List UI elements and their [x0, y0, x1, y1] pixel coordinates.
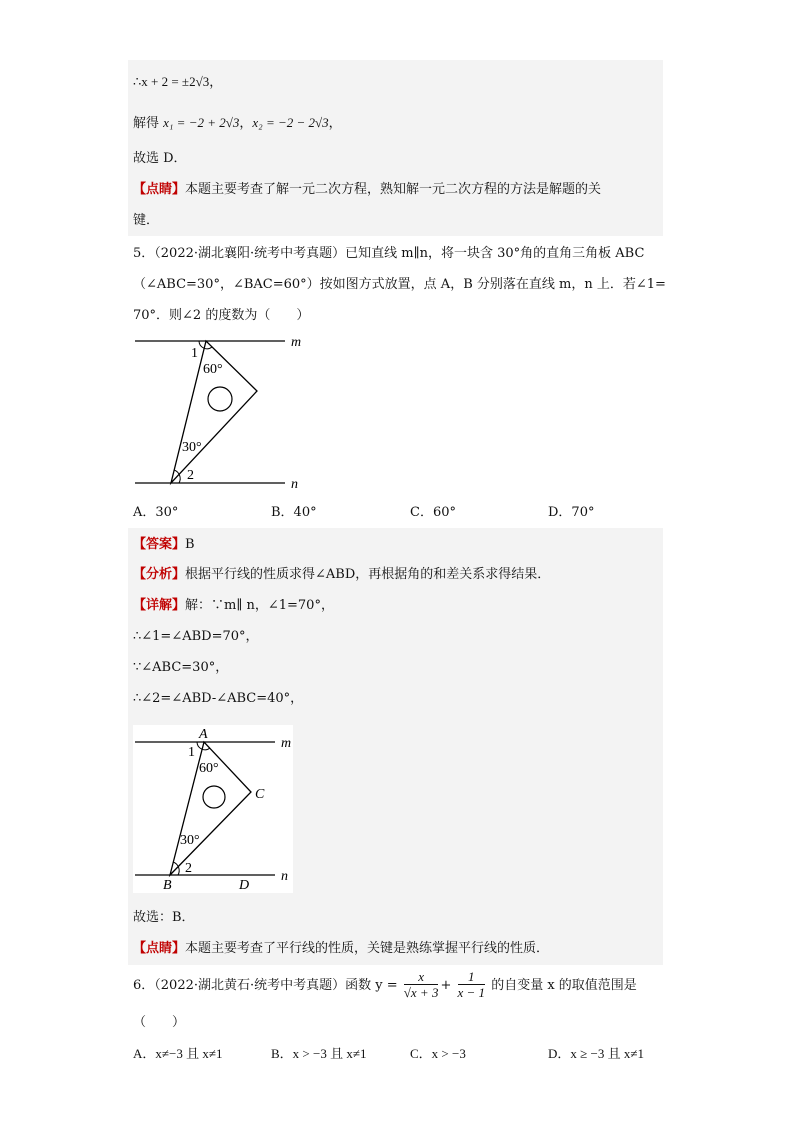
- q5-line-1: 5．（2022·湖北襄阳·统考中考真题）已知直线 m∥n，将一块含 30°角的直角三角板 ABC: [133, 246, 645, 261]
- fig-label-angle2: 2: [187, 468, 194, 483]
- q6-choice-b[interactable]: B．x > −3 且 x≠1: [271, 1046, 367, 1061]
- q6-choice-d[interactable]: D．x ≥ −3 且 x≠1: [548, 1046, 644, 1061]
- comment-line-1: [133, 181, 601, 199]
- q5-figure: [133, 330, 313, 495]
- solution-line-1: ∴x + 2 = ±2√3，: [133, 74, 223, 89]
- detail-tag: 【详解】: [133, 598, 186, 613]
- analysis-text: 根据平行线的性质求得∠ABD，再根据角的和差关系求得结果．: [185, 567, 551, 582]
- q5-solution-figure: [133, 725, 293, 893]
- fig-label-c: C: [255, 787, 265, 802]
- fig-label-b: B: [163, 878, 172, 893]
- root-x1: x₁ = −2 + 2√3: [163, 115, 240, 130]
- q6-suffix: 的自变量 x 的取值范围是: [491, 978, 637, 993]
- detail-text-1: 解：∵m∥ n，∠1=70°，: [185, 598, 334, 613]
- root-x2: x₂ = −2 − 2√3: [252, 115, 329, 130]
- fig-label-angle2: 2: [185, 861, 192, 876]
- fig-label-n: n: [291, 477, 298, 492]
- fig-label-m: m: [291, 335, 302, 350]
- q6-frac2-num: 1: [458, 970, 486, 985]
- triangle-hole: [208, 387, 232, 411]
- q5-line-2: （∠ABC=30°，∠BAC=60°）按如图方式放置，点 A，B 分别落在直线 m，n 上．若∠1=: [133, 277, 666, 292]
- q5-analysis: [133, 566, 550, 584]
- q6-plus: +: [440, 978, 452, 993]
- analysis-tag: 【分析】: [133, 567, 186, 582]
- comment-text: 本题主要考查了解一元二次方程，熟知解一元二次方程的方法是解题的关: [185, 182, 602, 197]
- root-end: ，: [328, 116, 342, 131]
- q6-frac1-den: √x + 3: [403, 985, 439, 1000]
- answer-tag: 【答案】: [133, 537, 186, 552]
- comment-tag: 【点睛】: [133, 941, 186, 956]
- q5-line-3: 70°．则∠2 的度数为（ ）: [133, 308, 310, 323]
- root-sep: ，: [239, 116, 253, 131]
- q6-line-1: [133, 968, 637, 1004]
- q6-fraction-2: [458, 970, 486, 1001]
- q5-detail-3: ∵∠ABC=30°，: [133, 660, 229, 675]
- q5-choice-d[interactable]: D．70°: [548, 505, 595, 520]
- fig-label-angle1: 1: [188, 745, 195, 760]
- fig-label-60: 60°: [199, 761, 219, 776]
- fig-label-30: 30°: [182, 440, 202, 455]
- q6-frac1-num: x: [404, 970, 439, 985]
- q5-detail-1: [133, 597, 334, 615]
- q6-choice-c[interactable]: C．x > −3: [410, 1046, 466, 1061]
- q6-prefix: 6．（2022·湖北黄石·统考中考真题）函数 y =: [133, 978, 398, 993]
- q6-fraction-1: [404, 970, 439, 1001]
- q6-frac2-den: x − 1: [457, 985, 486, 1000]
- q5-select: 故选：B．: [133, 910, 195, 925]
- comment-text: 本题主要考查了平行线的性质，关键是熟练掌握平行线的性质．: [185, 941, 550, 956]
- fig-label-m: m: [281, 736, 292, 751]
- q5-detail-4: ∴∠2=∠ABD-∠ABC=40°，: [133, 691, 304, 706]
- q6-choice-a[interactable]: A．x≠−3 且 x≠1: [133, 1046, 223, 1061]
- q5-choice-c[interactable]: C．60°: [410, 505, 456, 520]
- comment-line-2: 键．: [133, 213, 160, 228]
- solution-select: 故选 D．: [133, 151, 187, 166]
- q5-choice-a[interactable]: A．30°: [133, 505, 179, 520]
- solve-prefix: 解得: [133, 116, 164, 131]
- q5-answer: [133, 536, 195, 554]
- fig-label-d: D: [239, 878, 250, 893]
- answer-value: B: [185, 537, 195, 552]
- q6-bracket: （ ）: [133, 1015, 186, 1030]
- fig-label-n: n: [281, 869, 288, 884]
- solution-line-2: [133, 114, 342, 133]
- q5-comment: [133, 940, 549, 958]
- q5-detail-2: ∴∠1=∠ABD=70°，: [133, 629, 259, 644]
- fig-label-30: 30°: [180, 833, 200, 848]
- fig-label-angle1: 1: [191, 346, 198, 361]
- q5-choice-b[interactable]: B．40°: [271, 505, 317, 520]
- comment-tag: 【点睛】: [133, 182, 186, 197]
- fig-label-60: 60°: [203, 362, 223, 377]
- fig-label-a: A: [199, 727, 208, 742]
